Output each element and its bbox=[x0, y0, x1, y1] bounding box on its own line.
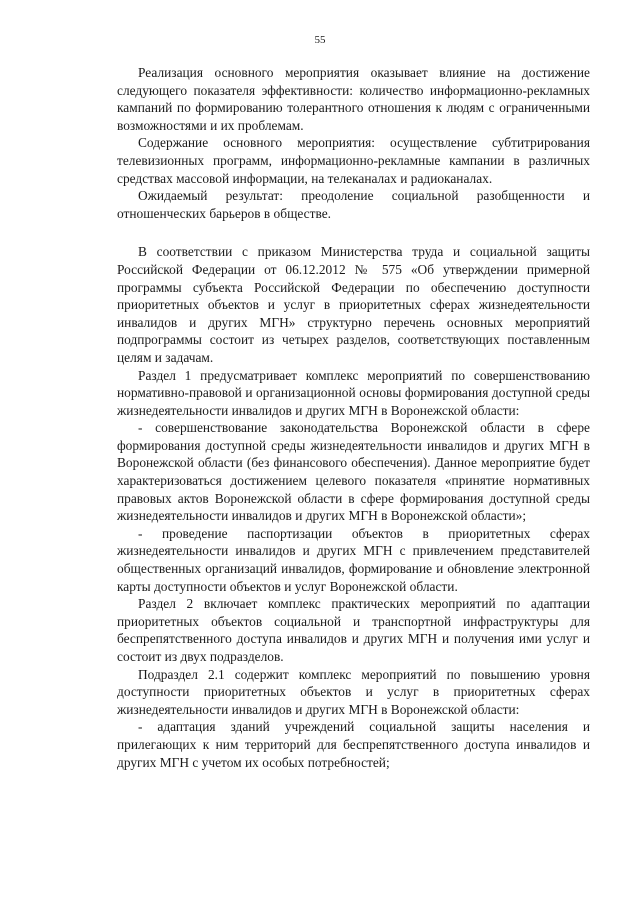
paragraph-2: Содержание основного мероприятия: осуществление субтитрирования телевизионных программ, информационно-рекламные кампании в различных средствах массовой информации, на телеканалах и радиоканалах. bbox=[117, 135, 590, 186]
paragraph-8: Раздел 2 включает комплекс практических мероприятий по адаптации приоритетных объектов социальной и транспортной инфраструктуры для беспрепятственного доступа инвалидов и других МГН и получения ими услуг и состоит из двух подразделов. bbox=[117, 596, 590, 664]
paragraph-1: Реализация основного мероприятия оказывает влияние на достижение следующего показателя эффективности: количество информационно-рекламных кампаний по формированию толерантного отношения к людям с ограниченными возможностями и их проблемам. bbox=[117, 65, 590, 133]
paragraph-7: - проведение паспортизации объектов в приоритетных сферах жизнедеятельности инвалидов и других МГН с привлечением представителей общественных организаций инвалидов, формирование и обновление электронной карты доступности объектов и услуг Воронежской области. bbox=[117, 525, 590, 594]
body-text bbox=[117, 64, 590, 771]
paragraph-9: Подраздел 2.1 содержит комплекс мероприятий по повышению уровня доступности приоритетных объектов и услуг в приоритетных сферах жизнедеятельности инвалидов и других МГН в Воронежской области: bbox=[117, 666, 590, 717]
paragraph-10: - адаптация зданий учреждений социальной защиты населения и прилегающих к ним территорий для беспрепятственного доступа инвалидов и других МГН с учетом их особых потребностей; bbox=[117, 719, 590, 770]
paragraph-3: Ожидаемый результат: преодоление социальной разобщенности и отношенческих барьеров в обществе. bbox=[117, 188, 590, 221]
page-number: 55 bbox=[314, 34, 326, 46]
paragraph-4: В соответствии с приказом Министерства труда и социальной защиты Российской Федерации от 06.12.2012 № 575 «Об утверждении примерной программы субъекта Российской Федерации по обеспечению доступности приоритетных объектов и услуг в приоритетных сферах жизнедеятельности инвалидов и других МГН» структурно перечень основных мероприятий подпрограммы состоит из четырех разделов, соответствующих поставленным целям и задачам. bbox=[117, 244, 590, 365]
paragraph-6: - совершенствование законодательства Воронежской области в сфере формирования доступной среды жизнедеятельности инвалидов и других МГН в Воронежской области (без финансового обеспечения). Данное мероприятие будет характеризоваться достижением целевого показателя «принятие нормативных правовых актов Воронежской области в сфере формирования доступной среды жизнедеятельности инвалидов и других МГН в Воронежской области»; bbox=[117, 420, 590, 524]
paragraph-5: Раздел 1 предусматривает комплекс мероприятий по совершенствованию нормативно-правовой и организационной основы формирования доступной среды жизнедеятельности инвалидов и других МГН в Воронежской области: bbox=[117, 367, 590, 418]
